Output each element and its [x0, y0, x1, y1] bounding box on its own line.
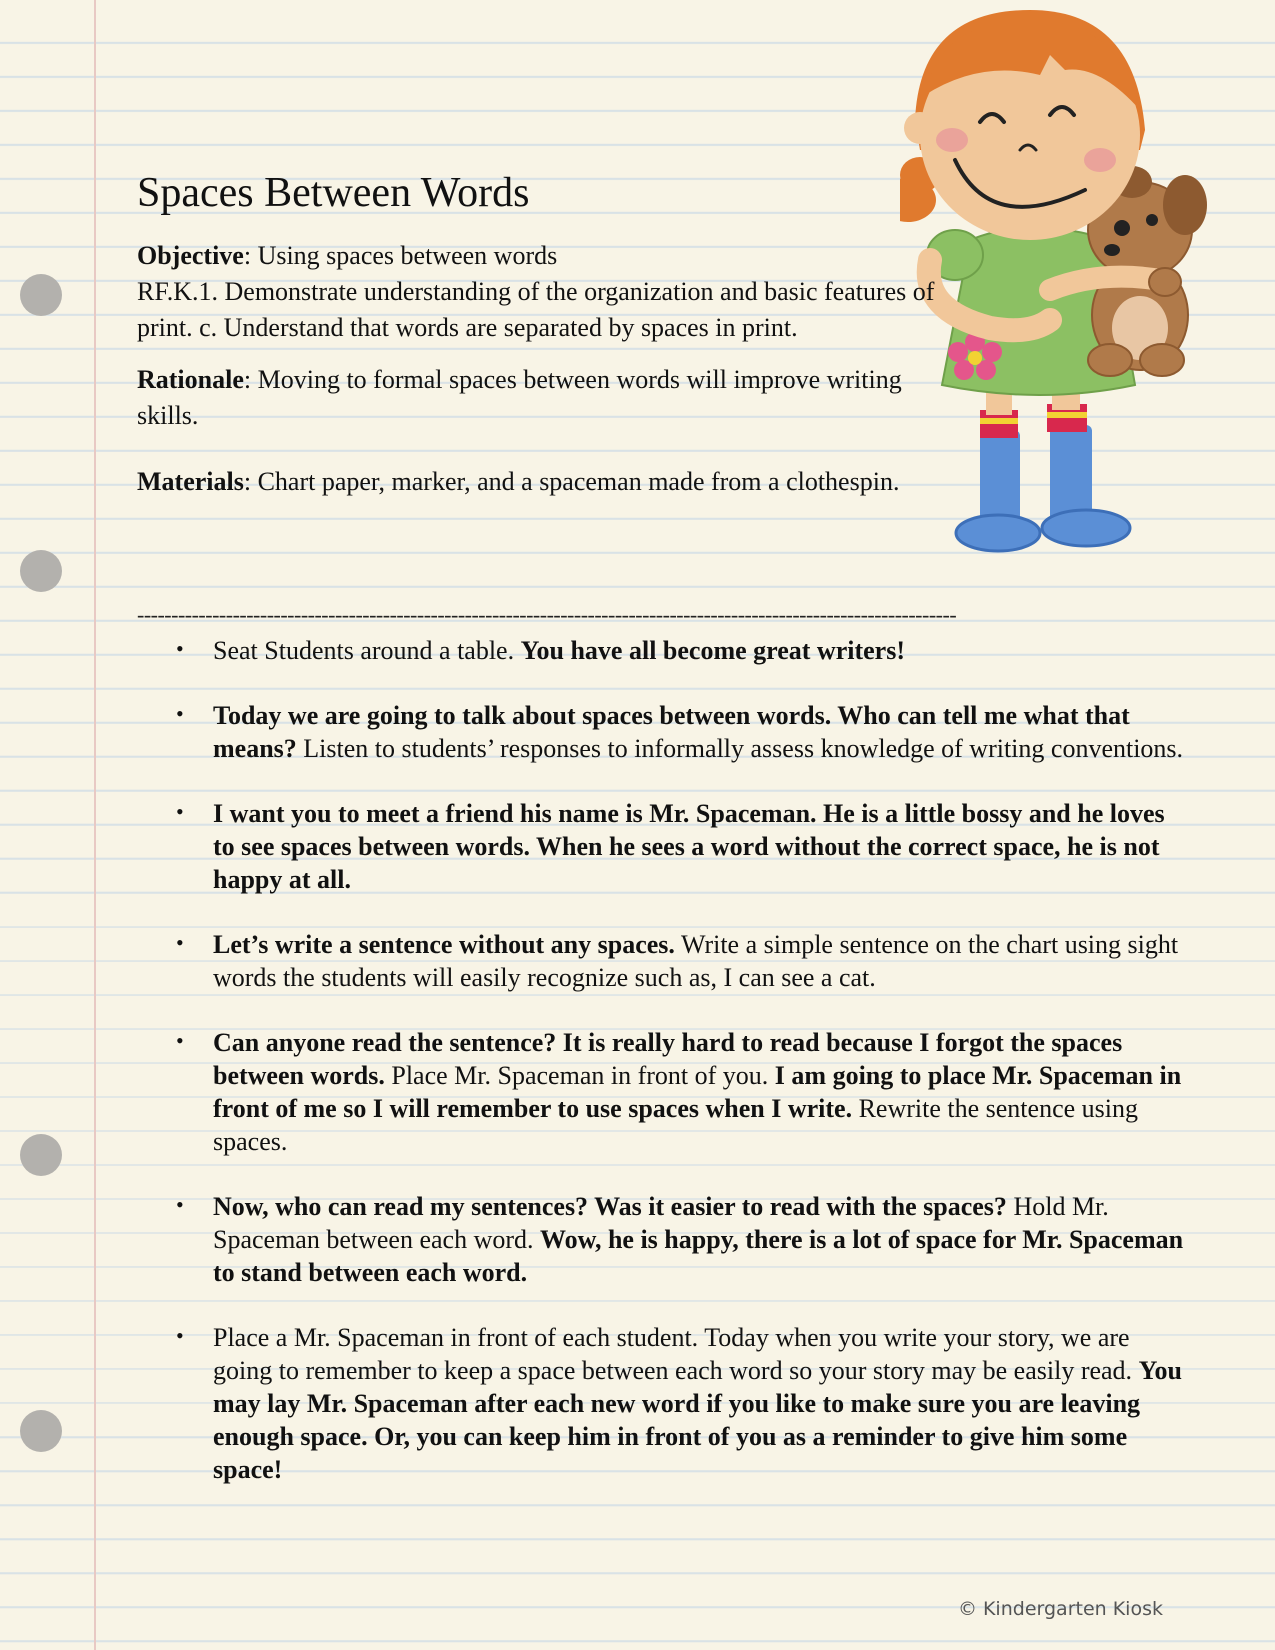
binder-hole	[20, 274, 62, 316]
bullet-icon: •	[176, 701, 184, 726]
bullet-icon: •	[176, 799, 184, 824]
step-bold-text: Wow, he is happy, there is a lot of space for Mr. Spaceman to stand between each word.	[213, 1225, 1184, 1287]
rationale-label: Rationale	[137, 365, 244, 395]
list-item	[170, 797, 1185, 896]
step-text: Write a simple sentence on the chart using sight words the students will easily recognize such as, I can see a cat.	[213, 930, 1179, 992]
step-bold-text: I am going to place Mr. Spaceman in front of me so I will remember to use spaces when I write.	[213, 1061, 1182, 1123]
bullet-icon: •	[176, 1192, 184, 1217]
step-text: Rewrite the sentence using spaces.	[213, 1094, 1138, 1156]
rationale-text: : Moving to formal spaces between words will improve writing skills.	[137, 365, 902, 431]
step-text: Place a Mr. Spaceman in front of each student. Today when you write your story, we are going to remember to keep a space between each word so your story may be easily read.	[213, 1323, 1139, 1385]
objective-label: Objective	[137, 241, 244, 271]
list-item	[170, 699, 1185, 765]
copyright-footer: © Kindergarten Kiosk	[957, 1598, 1163, 1620]
step-text: Seat Students around a table.	[213, 636, 521, 665]
objective	[137, 238, 947, 274]
list-item	[170, 1321, 1185, 1486]
bullet-icon: •	[176, 636, 184, 661]
step-bold-text: I want you to meet a friend his name is Mr. Spaceman. He is a little bossy and he loves to see spaces between words. When he sees a word without the correct space, he is not happy at all.	[213, 799, 1165, 894]
bullet-icon: •	[176, 1028, 184, 1053]
step-bold-text: Now, who can read my sentences? Was it easier to read with the spaces?	[213, 1192, 1007, 1221]
list-item	[170, 928, 1185, 994]
page-title: Spaces Between Words	[137, 170, 530, 216]
step-bold-text: You have all become great writers!	[520, 636, 905, 665]
lesson-steps	[170, 634, 1185, 1518]
standard-text: RF.K.1. Demonstrate understanding of the organization and basic features of print. c. Understand that words are separated by spaces in print.	[137, 277, 935, 343]
list-item	[170, 1026, 1185, 1158]
step-bold-text: Can anyone read the sentence? It is really hard to read because I forgot the spaces between words.	[213, 1028, 1123, 1090]
materials	[137, 464, 947, 500]
materials-text: : Chart paper, marker, and a spaceman made from a clothespin.	[243, 467, 900, 497]
objective-text: : Using spaces between words	[243, 241, 558, 271]
step-text: Place Mr. Spaceman in front of you.	[384, 1061, 775, 1090]
list-item	[170, 1190, 1185, 1289]
step-bold-text: Let’s write a sentence without any spaces.	[213, 930, 675, 959]
binder-hole	[20, 1410, 62, 1452]
binder-hole	[20, 550, 62, 592]
bullet-icon: •	[176, 930, 184, 955]
bullet-icon: •	[176, 1323, 184, 1348]
step-text: Hold Mr. Spaceman between each word.	[213, 1192, 1109, 1254]
step-bold-text: Today we are going to talk about spaces between words. Who can tell me what that means?	[213, 701, 1130, 763]
step-text: Listen to students’ responses to informally assess knowledge of writing conventions.	[296, 734, 1184, 763]
lesson-header	[137, 160, 1187, 500]
list-item	[170, 634, 1185, 667]
binder-hole	[20, 1134, 62, 1176]
dashed-divider: ------------------------------------------------------------------------------------------------------------------------	[137, 602, 957, 627]
step-bold-text: You may lay Mr. Spaceman after each new word if you like to make sure you are leaving enough space. Or, you can keep him in front of you as a reminder to give him some space!	[213, 1356, 1182, 1484]
rationale	[137, 362, 947, 434]
materials-label: Materials	[137, 467, 244, 497]
margin-line	[94, 0, 96, 1650]
